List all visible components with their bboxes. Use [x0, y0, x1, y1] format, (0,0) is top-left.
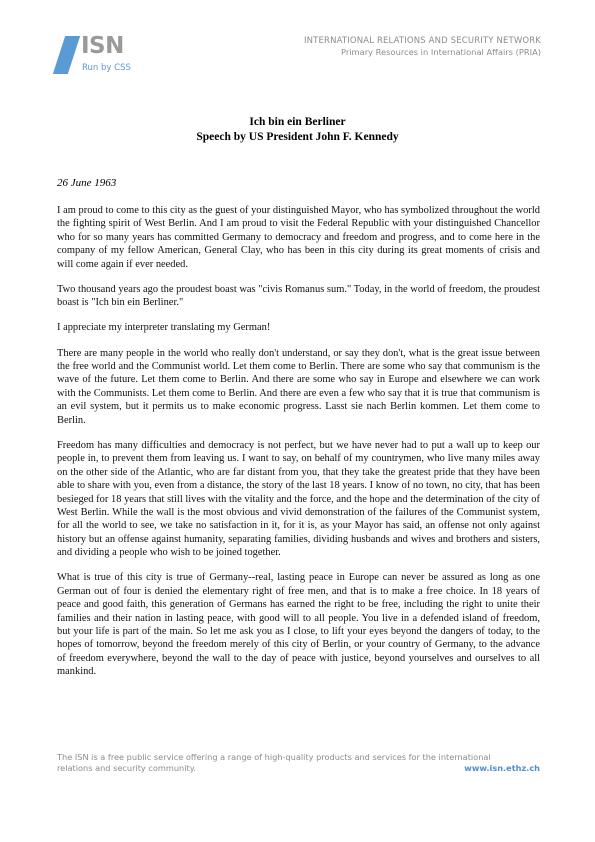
isn-logo [57, 35, 157, 77]
logo-bar-icon [53, 36, 80, 74]
speech-body [57, 204, 540, 690]
logo-text: ISN [81, 33, 124, 59]
network-subtitle: Primary Resources in International Affairs (PRIA) [340, 47, 541, 57]
footer-line-1: The ISN is a free public service offering a range of high-quality products and services for the international [57, 752, 491, 762]
footer-url-link[interactable]: www.isn.ethz.ch [464, 763, 540, 774]
title-line-2: Speech by US President John F. Kennedy [196, 131, 399, 143]
paragraph: What is true of this city is true of Germany--real, lasting peace in Europe can never be assured as long as one German out of four is denied the elementary right of free men, and that is to make a free choice. In 18 years of peace and good faith, this generation of Germans has earned the right to be free, including the right to unite their families and their nation in lasting peace, with good will to all people. You live in a defended island of freedom, but your life is part of the main. So let me ask you as I close, to lift your eyes beyond the dangers of today, to the hopes of tomorrow, beyond the freedom merely of this city of Berlin, or your country of Germany, to the advance of freedom everywhere, beyond the wall to the day of peace with justice, beyond yourselves and ourselves to all mankind. [57, 572, 540, 678]
network-header [304, 36, 541, 58]
paragraph: There are many people in the world who really don't understand, or say they don't, what is the great issue between the free world and the Communist world. Let them come to Berlin. There are some who say that communism is the wave of the future. Let them come to Berlin. And there are some who say in Europe and elsewhere we can work with the Communists. Let them come to Berlin. And there are even a few who say that it is true that communism is an evil system, but it permits us to make economic progress. Lasst sie nach Berlin kommen. Let them come to Berlin. [57, 347, 540, 426]
paragraph: Two thousand years ago the proudest boast was "civis Romanus sum." Today, in the world of freedom, the proudest boast is "Ich bin ein Berliner." [57, 283, 540, 309]
logo-tagline: Run by CSS [82, 63, 131, 73]
footer-line-2: relations and security community. [57, 763, 196, 774]
paragraph: I appreciate my interpreter translating my German! [57, 322, 271, 334]
paragraph: I am proud to come to this city as the guest of your distinguished Mayor, who has symbolized throughout the world the fighting spirit of West Berlin. And I am proud to visit the Federal Republic with your distinguished Chancellor who for so many years has committed Germany to democracy and freedom and progress, and to come here in the company of my fellow American, General Clay, who has been in this city during its great moments of crisis and will come again if ever needed. [57, 205, 540, 270]
document-title [0, 115, 595, 145]
page-footer [57, 752, 540, 775]
speech-date: 26 June 1963 [57, 177, 117, 189]
title-line-1: Ich bin ein Berliner [249, 116, 346, 128]
network-name: INTERNATIONAL RELATIONS AND SECURITY NETWORK [304, 36, 541, 46]
paragraph: Freedom has many difficulties and democracy is not perfect, but we have never had to put a wall up to keep our people in, to prevent them from leaving us. I want to say, on behalf of my countrymen, who live many miles away on the other side of the Atlantic, who are far distant from you, that they take the greatest pride that they have been able to share with you, even from a distance, the story of the last 18 years. I know of no town, no city, that has been besieged for 18 years that still lives with the vitality and the force, and the hope and the determination of the city of West Berlin. While the wall is the most obvious and vivid demonstration of the failures of the Communist system, for all the world to see, we take no satisfaction in it, for it is, as your Mayor has said, an offense not only against history but an offense against humanity, separating families, dividing husbands and wives and brothers and sisters, and dividing a people who wish to be joined together. [57, 439, 540, 559]
